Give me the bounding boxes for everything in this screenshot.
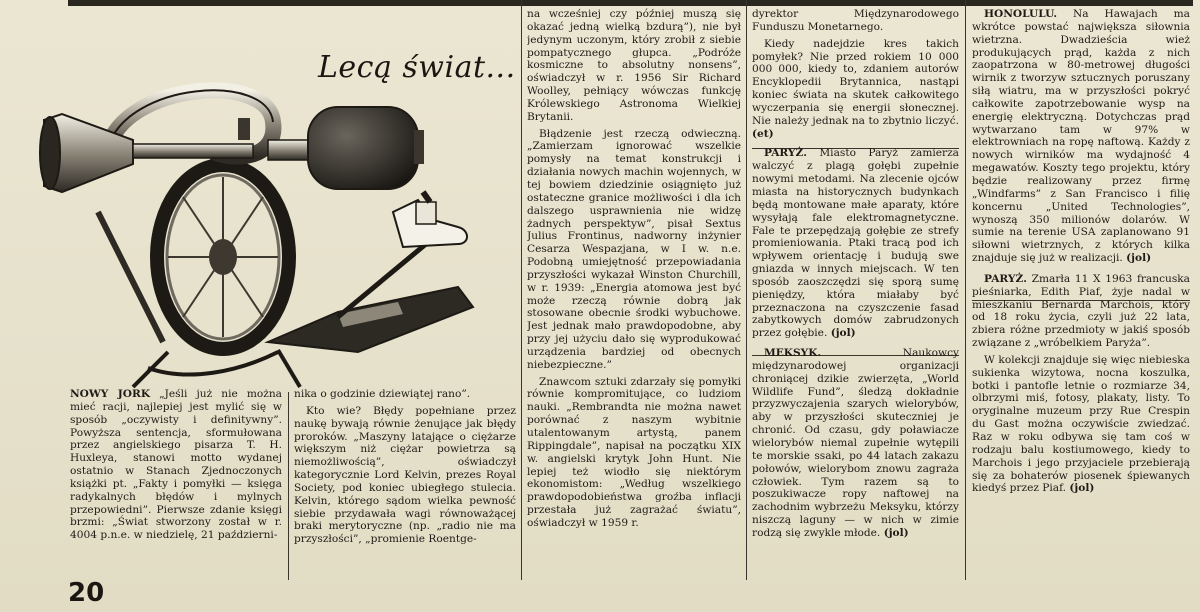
column-1 bbox=[70, 388, 282, 582]
article-paris-pigeons bbox=[752, 147, 959, 340]
author-signature: (jol) bbox=[883, 526, 909, 539]
paragraph: Znawcom sztuki zdarzały się pomyłki równie kompromitujące, co ludziom nauki. „Rembrandta nie można nawet porównać z naszym wybitnie utalentowanym artystą, panem Rippingdale”, napisał na początku XIX w. angielski krytyk John Hunt. Nie lepiej też wiodło się niektórym ekonomistom: „Według wszelkiego prawdopodobieństwa groźba inflacji przestała już zagrażać światu”, oświadczył w 1959 r. bbox=[527, 375, 741, 529]
paragraph: Kto wie? Błędy popełniane przez naukę bywają równie żenujące jak błędy proroków. „Maszyny latające o ciężarze większym niż ciężar powietrza są niemożliwością”, oświadczył kategorycznie Lord Kelvin, prezes Royal Society, pod koniec ubiegłego stulecia. Kelvin, którego sądom wielka pewność siebie przydawała wagi równoważącej braki merytoryczne (np. „radio nie ma przyszłości”, „promienie Roentge- bbox=[294, 404, 516, 546]
article-text: Naukowcy międzynarodowej organizacji chroniącej dzikie zwierzęta, „World Wildlife Fund”, śledzą dokładnie przyzwyczajenia szarych wielorybów, aby w przyszłości skuteczniej je chronić. Od czasu, gdy poławiacze wielorybów niemal zupełnie wytępili te morskie ssaki, po 44 latach zakazu połowów, wielorybom znowu zagraża człowiek. Tym razem są to poszukiwacze ropy naftowej na zachodnim wybrzeżu Meksyku, którzy niszczą laguny — w nich w zimie rodzą się zwykle młode. bbox=[752, 347, 959, 539]
wheel-icon bbox=[157, 165, 289, 349]
article-paris-piaf bbox=[972, 273, 1190, 350]
paragraph bbox=[752, 38, 959, 141]
article-text: W kolekcji znajduje się więc niebieska sukienka wizytowa, nocna koszulka, botki i pantofle letnie o rozmiarze 34, olbrzymi miś, fotosy, plakaty, listy. To oryginalne muzeum przy Rue Crespin du Gast można oczywiście zwiedzać. Raz w roku odbywa się tam coś w rodzaju balu kostiumowego, kiedy to Marchois i jego przyjaciele przebierają się za bohaterów piosenek śpiewanych kiedyś przez Piaf. bbox=[972, 353, 1190, 495]
place-label: NOWY JORK bbox=[70, 388, 151, 400]
article-honolulu bbox=[972, 8, 1190, 265]
column-5 bbox=[972, 8, 1190, 582]
column-rule bbox=[746, 0, 747, 580]
author-signature: (jol) bbox=[830, 327, 856, 340]
column-rule bbox=[288, 392, 289, 580]
article-new-york bbox=[70, 388, 282, 542]
paragraph: na wcześniej czy później muszą się okazać jedną wielką bzdurą”), nie był jedynym uczonym, który zrobił z siebie pompatycznego głupca. „Podróże kosmiczne to absolutny nonsens”, oświadczył w r. 1956 Sir Richard Woolley, pełniący wówczas funkcję Królewskiego Astronoma Wielkiej Brytanii. bbox=[527, 8, 741, 123]
article-text: Zmarła 11 X 1963 francuska pieśniarka, Edith Piaf, żyje nadal w mieszkaniu Bernarda Marchois, który od 18 roku życia, czyli już 22 lata, zbiera różne przedmioty w jakiś sposób związane z „wróbelkiem Paryża”. bbox=[972, 272, 1190, 350]
place-label: MEKSYK. bbox=[764, 347, 822, 360]
place-label: PARYŻ. bbox=[984, 272, 1027, 285]
author-signature: (et) bbox=[752, 127, 774, 140]
column-2 bbox=[294, 388, 516, 582]
article-mexico bbox=[752, 347, 959, 540]
column-3 bbox=[527, 8, 741, 582]
article-text: „Jeśli już nie można mieć racji, najlepiej jest mylić się w sposób „oczywisty i definitywny”. Powyższa sentencja, sformułowana przez angielskiego pisarza T. H. Huxleya, stanowi motto wydanej ostatnio w Stanach Zjednoczonych książki pt. „Fakty i pomyłki — księga radykalnych błędów i mylnych przepowiedni”. Pierwsze zdanie księgi brzmi: „Świat stworzony został w r. 4004 p.n.e. w niedzielę, 21 październi- bbox=[70, 388, 282, 542]
page-number: 20 bbox=[68, 578, 105, 608]
foot-pump-icon bbox=[148, 234, 473, 375]
paragraph: Błądzenie jest rzeczą odwieczną. „Zamierzam ignorować wszelkie pomysły na temat konstrukcji i działania nowych machin wojennych, w tej bowiem dziedzinie osiągnięto już ostateczne granice możliwości i dla ich dalszego usprawnienia nie widzę żadnych perspektyw”, pisał Sextus Julius Frontinus, nadworny inżynier Cesarza Wespazjana, w I w. n.e. Podobną umiejętność przepowiadania przyszłości wykazał Winston Churchill, w r. 1939: „Energia atomowa jest być może rzeczą równie dobrą jak stosowane obecnie środki wybuchowe. Jest jednak mało prawdopodobne, aby przy jej użyciu dało się wyprodukować urządzenia bardziej od obecnych niebezpieczne.” bbox=[527, 127, 741, 371]
contraption-illustration bbox=[38, 52, 500, 392]
article-text: Miasto Paryż zamierza walczyć z plagą gołębi zupełnie nowymi metodami. Na zlecenie ojców miasta na historycznych budynkach będą montowane małe aparaty, które wysyłają fale elektromagnetyczne. Fale te przepędzają gołębie ze strefy promieniowania. Ptaki tracą pod ich wpływem orientację i budują swe gniazda w innych miejscach. W ten sposób zaoszczędzi się sporą sumę pieniędzy, która miałaby być przeznaczona na czyszczenie fasad zabytkowych domów zabrudzonych przez gołębie. bbox=[752, 147, 959, 340]
top-border-rule bbox=[68, 0, 1193, 6]
paragraph: nika o godzinie dziewiątej rano”. bbox=[294, 388, 471, 400]
column-rule bbox=[521, 0, 522, 580]
place-label: HONOLULU. bbox=[984, 8, 1058, 20]
shoe-icon bbox=[393, 192, 467, 247]
article-text: Kiedy nadejdzie kres takich pomyłek? Nie przed rokiem 10 000 000 000, kiedy to, zdaniem autorów Encyklopedii Brytannica, nastąpi koniec świata na skutek całkowitego wyczerpania się energii słonecznej. Nie należy jednak na to zbytnio liczyć. bbox=[752, 37, 959, 127]
paragraph bbox=[972, 354, 1190, 495]
paragraph: dyrektor Międzynarodowego Funduszu Monetarnego. bbox=[752, 8, 959, 33]
author-signature: (jol) bbox=[1126, 252, 1152, 265]
column-4 bbox=[752, 8, 959, 582]
column-rule bbox=[965, 0, 966, 580]
place-label: PARYŻ. bbox=[764, 147, 807, 160]
author-signature: (jol) bbox=[1069, 482, 1095, 495]
article-text: Na Hawajach ma wkrótce powstać największa siłownia wietrzna. Dwadzieścia wież produkujących prąd, każda z nich zaopatrzona w 80-metrowej długości wirnik z tworzyw sztucznych poruszany siłą wiatru, ma w przyszłości pokryć całkowite zapotrzebowanie wysp na energię elektryczną. Dotychczas prąd wytwarzano tam w 97% w elektrowniach na ropę naftową. Każdy z nowych wirników ma wydajność 4 megawatów. Koszty tego projektu, który będzie realizowany przez firmę „Windfarms” z San Francisco i filię koncernu „United Technologies”, wynoszą 350 milionów dolarów. W sumie na terenie USA zaplanowano 91 siłowni wietrznych, z których kilka znajduje się już w realizacji. bbox=[972, 8, 1190, 265]
article-heading: Lecą świat... bbox=[318, 50, 516, 85]
